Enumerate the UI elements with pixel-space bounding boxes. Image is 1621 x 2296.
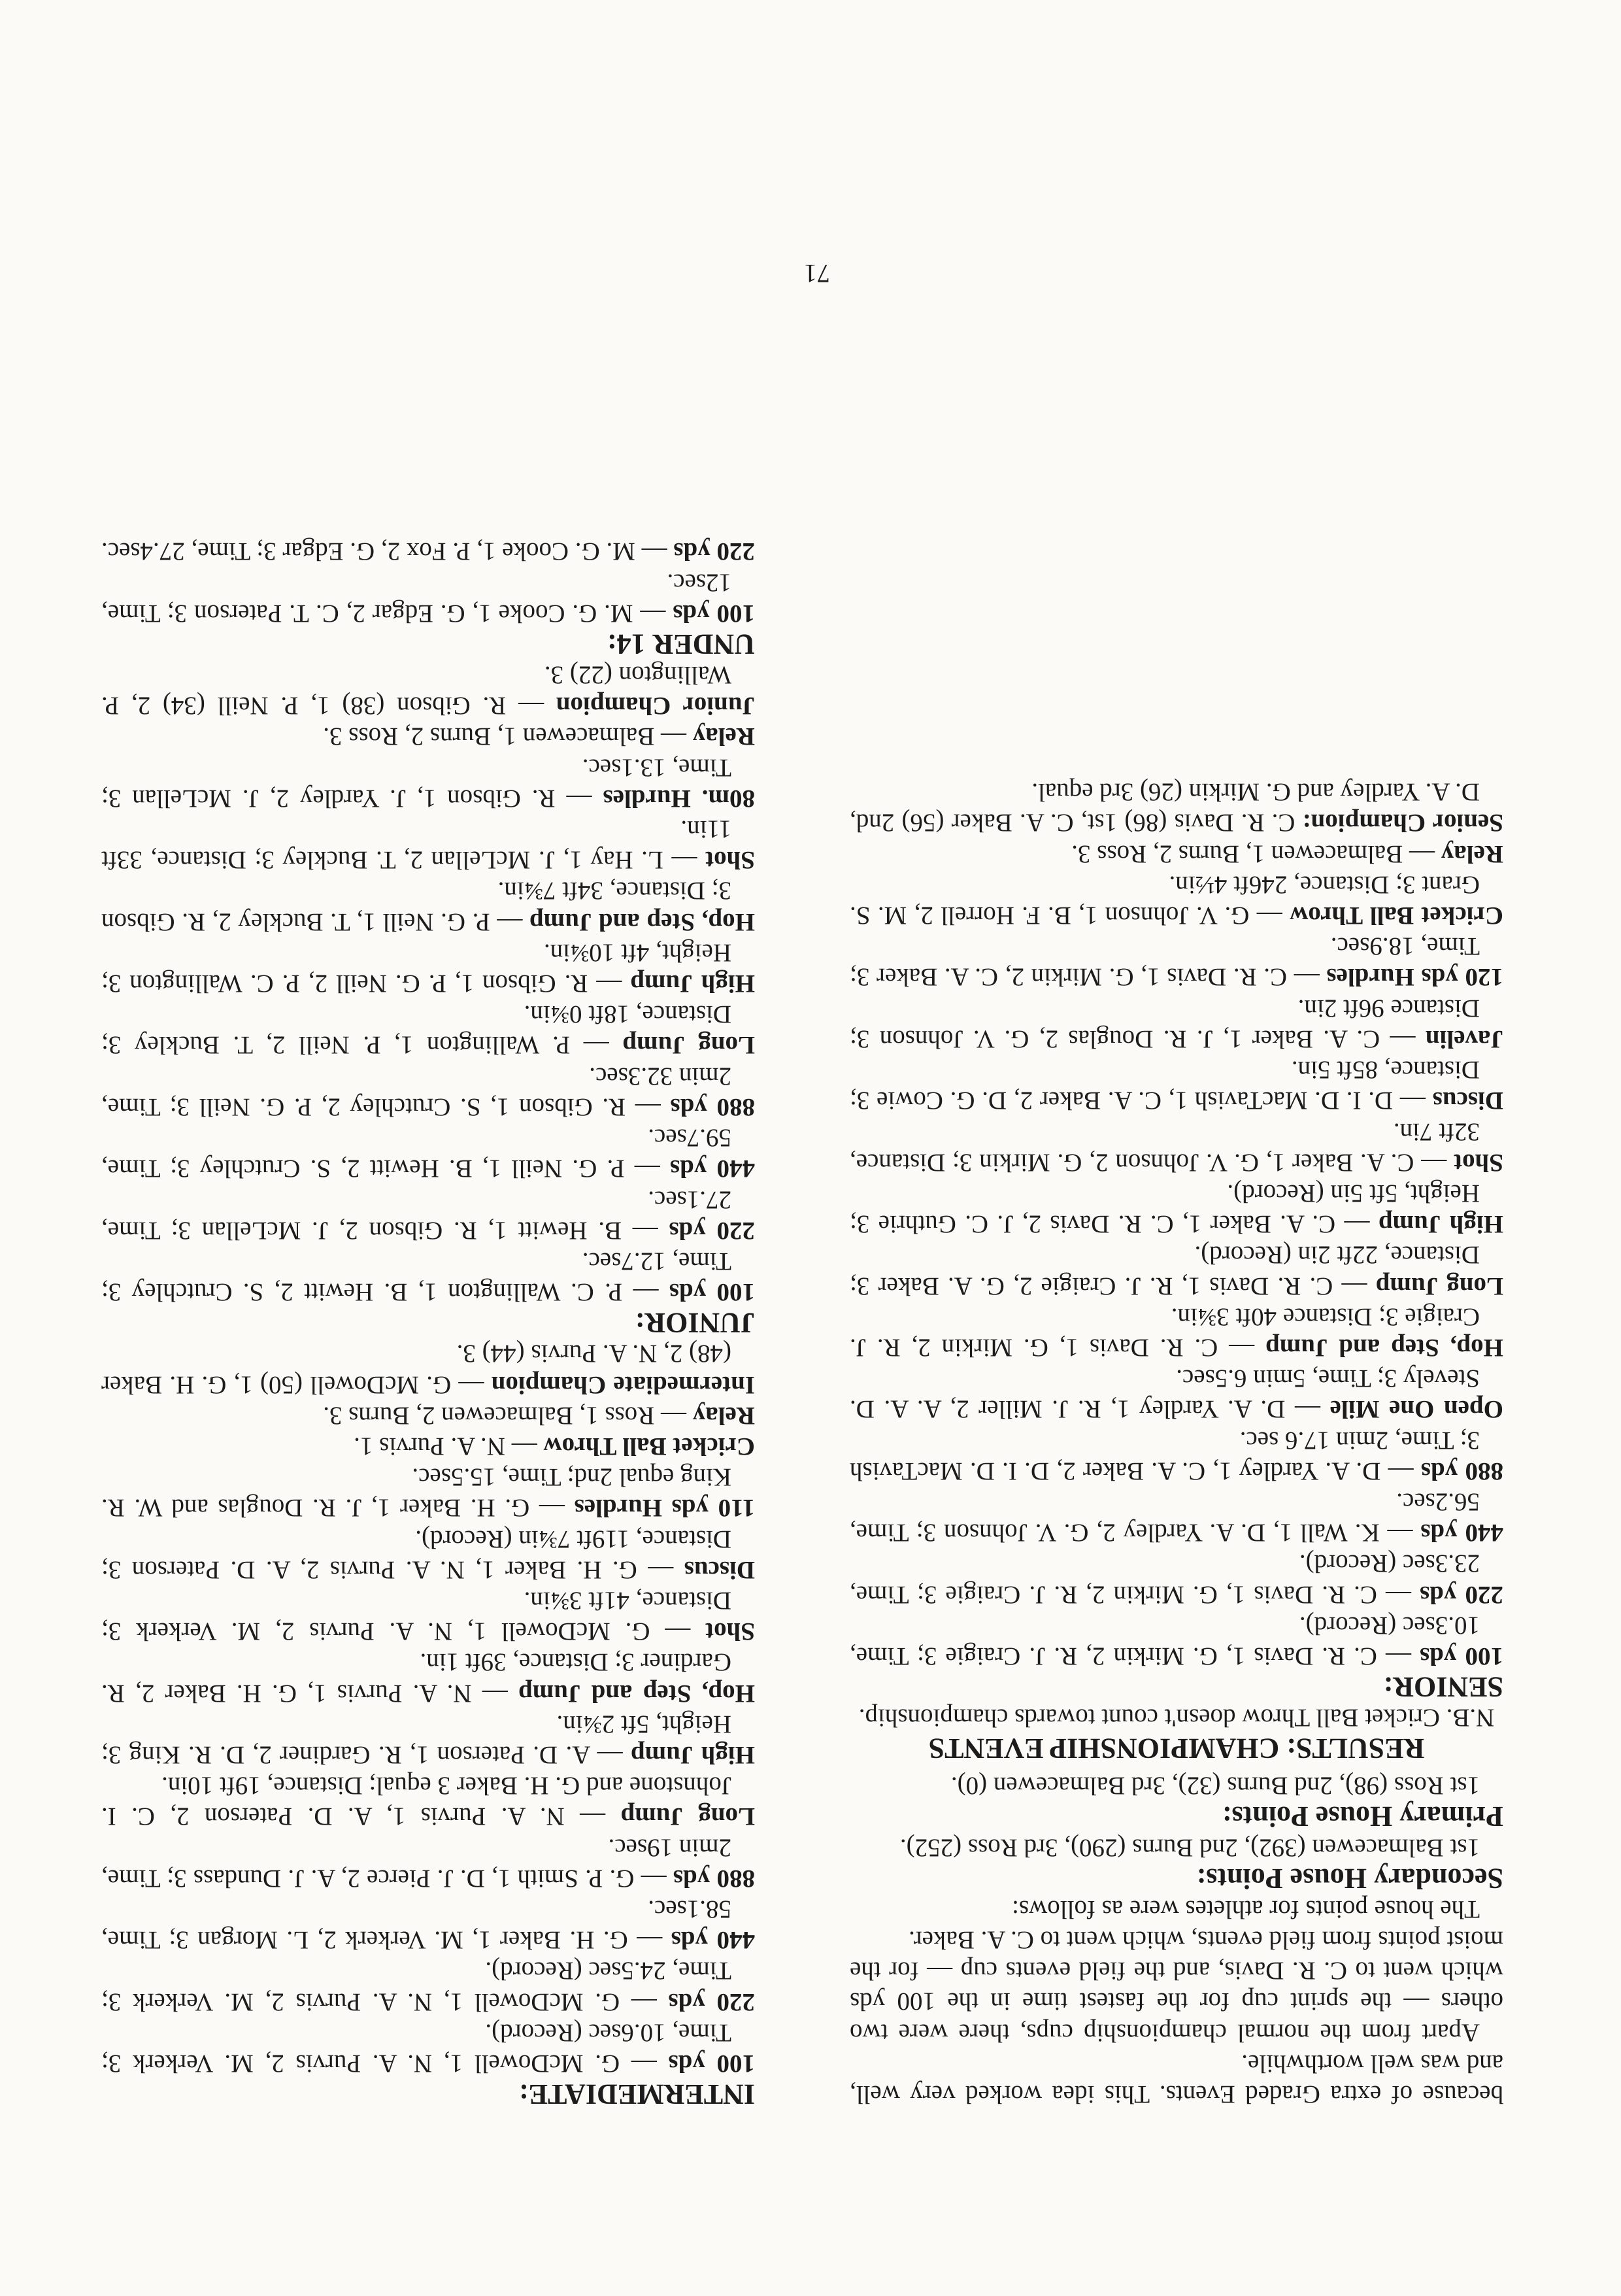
- result-entry: [101, 660, 755, 721]
- event-result: — L. Hay 1, J. McLellan 2, T. Buckley 3; Distance, 33ft 11in.: [101, 815, 731, 875]
- result-entry: [101, 1955, 755, 2017]
- event-name: 100 yds: [669, 1278, 755, 1307]
- result-entry: [101, 1894, 755, 1955]
- intro-paragraph-1: because of extra Graded Events. This idea worked very well, and was well worthwhile.: [850, 2049, 1503, 2108]
- event-name: Long Jump: [620, 1802, 755, 1831]
- result-entry: [850, 838, 1503, 869]
- event-result: — N. A. Purvis 1, A. D. Paterson 2, C. I. Johnstone and G. H. Baker 3 equal; Distance, 19ft 10in.: [101, 1772, 731, 1831]
- event-result: — P. G. Neill 1, T. Buckley 2, R. Gibson 3; Distance, 34ft 7¾in.: [101, 877, 731, 936]
- event-name: Hop, Step and Jump: [518, 1679, 755, 1708]
- page-number: 71: [804, 259, 830, 288]
- event-result: — R. Gibson 1, J. Yardley 2, J. McLellan 3; Time, 13.1sec.: [101, 753, 731, 813]
- event-name: 880 yds: [1420, 1457, 1503, 1485]
- result-entry: [850, 1302, 1503, 1363]
- result-entry: [850, 1487, 1503, 1548]
- result-entry: [850, 869, 1503, 931]
- result-entry: [101, 1585, 755, 1647]
- result-entry: [101, 875, 755, 937]
- event-result: — C. A. Baker 1, G. V. Johnson 2, G. Mirkin 3; Distance, 32ft 7in.: [850, 1117, 1480, 1177]
- event-result: — R. Gibson 1, S. Crutchley 2, P. G. Neill 3; Time, 2min 32.3sec.: [101, 1062, 731, 1121]
- primary-house-points-heading: Primary House Points:: [1222, 1800, 1503, 1833]
- event-result: — N. A. Purvis 1, G. H. Baker 2, R. Gardiner 3; Distance, 39ft 1in.: [101, 1648, 731, 1708]
- event-result: — D. I. D. MacTavish 1, C. A. Baker 2, D. G. Cowie 3; Distance, 85ft 5in.: [850, 1056, 1480, 1115]
- event-result: — P. Wallington 1, P. Neill 2, T. Buckley 3; Distance, 18ft 0¾in.: [101, 1000, 731, 1060]
- result-entry: [101, 1123, 755, 1184]
- event-name: 80m. Hurdles: [603, 784, 755, 813]
- event-result: — C. R. Davis 1, R. J. Craigie 2, G. A. Baker 3; Distance, 22ft 2in (Record).: [850, 1241, 1480, 1300]
- result-entry: [850, 1363, 1503, 1425]
- intermediate-heading: INTERMEDIATE:: [518, 2078, 755, 2110]
- right-column: [101, 536, 755, 2110]
- event-name: 880 yds: [670, 1092, 755, 1121]
- result-entry: [850, 1116, 1503, 1177]
- intro-paragraph-2: Apart from the normal championship cups, there were two others — the sprint cup for the fastest time in the 100 yds which went to C. R. Davis, and the field events cup — for the moist points from field events, which went to C. A. Baker.: [850, 1925, 1503, 2047]
- result-entry: [101, 1400, 755, 1431]
- event-result: — G. McDowell 1, N. A. Purvis 2, M. Verkerk 3; Distance, 41ft 3¾in.: [101, 1586, 731, 1646]
- event-name: 100 yds: [668, 2050, 755, 2078]
- event-name: Hop, Step and Jump: [1265, 1333, 1503, 1362]
- result-entry: [850, 993, 1503, 1055]
- house-points-intro: The house points for athletes were as follows:: [1012, 1895, 1480, 1923]
- result-entry: [101, 814, 755, 875]
- result-entry: [101, 1431, 755, 1462]
- result-entry: [101, 1184, 755, 1245]
- event-result: — Ross 1, Balmacewen 2, Burns 3.: [323, 1401, 693, 1430]
- event-result: — M. G. Cooke 1, G. Edgar 2, C. T. Paterson 3; Time, 12sec.: [101, 568, 731, 628]
- result-entry: [850, 931, 1503, 992]
- event-result: — G. P. Smith 1, D. J. Pierce 2, A. J. Dundass 3; Time, 2min 19sec.: [101, 1833, 731, 1893]
- result-entry: [101, 536, 755, 567]
- event-result: C. R. Davis (86) 1st, C. A. Baker (56) 2nd, D. A. Yardley and G. Mirkin (26) 3rd equal.: [850, 778, 1480, 837]
- left-column: [850, 777, 1503, 2110]
- event-name: 880 yds: [673, 1864, 755, 1893]
- event-result: — N. A. Purvis 1.: [354, 1432, 544, 1460]
- senior-heading: SENIOR:: [1383, 1670, 1503, 1703]
- result-entry: [850, 1240, 1503, 1301]
- event-result: — R. Gibson (38) 1, P. Neill (34) 2, P. Wallington (22) 3.: [101, 661, 731, 720]
- event-name: Intermediate Champion: [491, 1370, 755, 1399]
- event-result: — G. H. Baker 1, M. Verkerk 2, L. Morgan 3; Time, 58.1sec.: [101, 1895, 731, 1955]
- result-entry: [850, 1178, 1503, 1240]
- result-entry: [850, 777, 1503, 838]
- event-name: 440 yds: [1420, 1519, 1503, 1547]
- event-result: — Balmacewen 1, Burns 2, Ross 3.: [323, 722, 693, 751]
- primary-house-points: 1st Ross (98), 2nd Burns (32), 3rd Balmacewen (0).: [950, 1772, 1480, 1800]
- event-name: Senior Champion:: [1302, 809, 1503, 837]
- event-name: Relay: [692, 1401, 755, 1430]
- event-name: Discus: [684, 1555, 755, 1584]
- event-name: 100 yds: [673, 599, 755, 628]
- event-name: Relay: [1441, 839, 1503, 868]
- secondary-house-points: 1st Balmacewen (392), 2nd Burns (290), 3rd Ross (252).: [899, 1833, 1480, 1862]
- event-name: High Jump: [630, 1740, 755, 1769]
- result-entry: [101, 567, 755, 628]
- result-entry: [850, 1610, 1503, 1672]
- event-result: — G. McDowell 1, N. A. Purvis 2, M. Verkerk 3; Time, 24.5sec (Record).: [101, 1957, 731, 2016]
- result-entry: [101, 1523, 755, 1585]
- result-entry: [101, 999, 755, 1060]
- event-name: Shot: [1454, 1148, 1503, 1177]
- event-name: 110 yds Hurdles: [574, 1494, 755, 1523]
- event-result: — D. A. Yardley 1, C. A. Baker 2, D. I. D. MacTavish 3; Time, 2min 17.6 sec.: [850, 1426, 1480, 1485]
- event-name: Shot: [705, 1617, 755, 1646]
- result-entry: [101, 1246, 755, 1308]
- result-entry: [101, 1832, 755, 1893]
- result-entry: [101, 752, 755, 813]
- event-result: — C. R. Davis 1, G. Mirkin 2, C. A. Baker 3; Time, 18.9sec.: [850, 932, 1480, 992]
- result-entry: [101, 1647, 755, 1708]
- event-name: 120 yds Hurdles: [1326, 963, 1503, 992]
- event-name: 220 yds: [668, 1987, 755, 2016]
- senior-events: [850, 777, 1503, 1672]
- under-14-heading: UNDER 14:: [607, 628, 755, 660]
- event-name: High Jump: [630, 970, 755, 998]
- event-result: — G. McDowell 1, N. A. Purvis 2, M. Verkerk 3; Time, 10.6sec (Record).: [101, 2018, 731, 2078]
- event-name: Relay: [692, 722, 755, 751]
- event-name: Shot: [705, 846, 755, 875]
- result-entry: [850, 1548, 1503, 1610]
- junior-events: [101, 660, 755, 1308]
- event-result: — C. A. Baker 1, J. R. Douglas 2, G. V. Johnson 3; Distance 96ft 2in.: [850, 994, 1480, 1053]
- result-entry: [101, 721, 755, 752]
- event-result: — Balmacewen 1, Burns 2, Ross 3.: [1071, 839, 1441, 868]
- event-name: Cricket Ball Throw: [543, 1432, 755, 1460]
- event-name: Open One Mile: [1329, 1395, 1503, 1424]
- event-result: — G. McDowell (50) 1, G. H. Baker (48) 2, N. A. Purvis (44) 3.: [101, 1340, 731, 1399]
- event-result: — R. Gibson 1, P. G. Neill 2, P. C. Wallington 3; Height, 4ft 10¾in.: [101, 938, 731, 998]
- under-14-events: [101, 536, 755, 629]
- result-entry: [101, 1709, 755, 1770]
- event-name: Long Jump: [1375, 1272, 1503, 1300]
- event-result: — P. G. Neill 1, B. Hewitt 2, S. Crutchley 3; Time, 59.7sec.: [101, 1124, 731, 1183]
- result-entry: [101, 937, 755, 999]
- event-name: Long Jump: [622, 1031, 755, 1060]
- result-entry: [850, 1425, 1503, 1486]
- secondary-house-points-heading: Secondary House Points:: [1196, 1862, 1503, 1895]
- results-heading: RESULTS: CHAMPIONSHIP EVENTS: [928, 1732, 1425, 1765]
- event-result: — C. R. Davis 1, G. Mirkin 2, R. J. Craigie 3; Time, 23.3sec (Record).: [850, 1549, 1480, 1609]
- result-entry: [101, 1338, 755, 1400]
- event-name: 440 yds: [669, 1155, 755, 1183]
- event-name: 440 yds: [671, 1926, 755, 1955]
- event-result: — A. D. Paterson 1, R. Gardiner 2, D. R. King 3; Height, 5ft 2¾in.: [101, 1710, 731, 1769]
- event-name: Junior Champion: [556, 692, 755, 720]
- event-result: — G. H. Baker 1, N. A. Purvis 2, A. D. Paterson 3; Distance, 119ft 7¾in (Record).: [101, 1525, 731, 1584]
- result-entry: [101, 2017, 755, 2079]
- event-result: — M. G. Cooke 1, P. Fox 2, G. Edgar 3; Time, 27.4sec.: [101, 537, 674, 566]
- event-result: — D. A. Yardley 1, R. J. Miller 2, A. A. D. Stevely 3; Time, 5min 6.5sec.: [849, 1364, 1480, 1424]
- event-name: Javelin: [1425, 1024, 1503, 1053]
- event-result: — K. Wall 1, D. A. Yardley 2, G. V. Johnson 3; Time, 56.2sec.: [849, 1487, 1480, 1547]
- result-entry: [850, 1055, 1503, 1116]
- event-result: — B. Hewitt 1, R. Gibson 2, J. McLellan 3; Time, 27.1sec.: [101, 1185, 731, 1245]
- event-name: High Jump: [1378, 1210, 1503, 1239]
- event-name: 220 yds: [673, 537, 755, 566]
- event-name: Discus: [1432, 1087, 1503, 1115]
- event-result: — G. V. Johnson 1, B. F. Horrell 2, M. S. Grant 3; Distance, 246ft 4½in.: [850, 870, 1480, 930]
- event-name: Hop, Step and Jump: [529, 907, 755, 936]
- event-name: 220 yds: [669, 1216, 755, 1245]
- nb-note: N.B. Cricket Ball Throw doesn't count towards championship.: [858, 1704, 1495, 1732]
- result-entry: [101, 1061, 755, 1123]
- event-result: — C. R. Davis 1, G. Mirkin 2, R. J. Craigie 3; Distance 40ft 3¾in.: [849, 1302, 1480, 1362]
- event-result: — C. A. Baker 1, C. R. Davis 2, J. C. Guthrie 3; Height, 5ft 5in (Record).: [850, 1179, 1480, 1239]
- junior-heading: JUNIOR:: [635, 1307, 755, 1340]
- event-result: — C. R. Davis 1, G. Mirkin 2, R. J. Craigie 3; Time, 10.3sec (Record).: [850, 1611, 1480, 1670]
- intermediate-events: [101, 1338, 755, 2079]
- event-result: — P. C. Wallington 1, B. Hewitt 2, S. Crutchley 3; Time, 12.7sec.: [101, 1247, 731, 1307]
- result-entry: [101, 1770, 755, 1832]
- event-name: Cricket Ball Throw: [1290, 902, 1503, 930]
- event-name: 100 yds: [1420, 1642, 1503, 1670]
- event-result: — G. H. Baker 1, J. R. Douglas and W. R. King equal 2nd; Time, 15.5sec.: [101, 1463, 731, 1523]
- result-entry: [101, 1462, 755, 1523]
- event-name: 220 yds: [1420, 1580, 1503, 1609]
